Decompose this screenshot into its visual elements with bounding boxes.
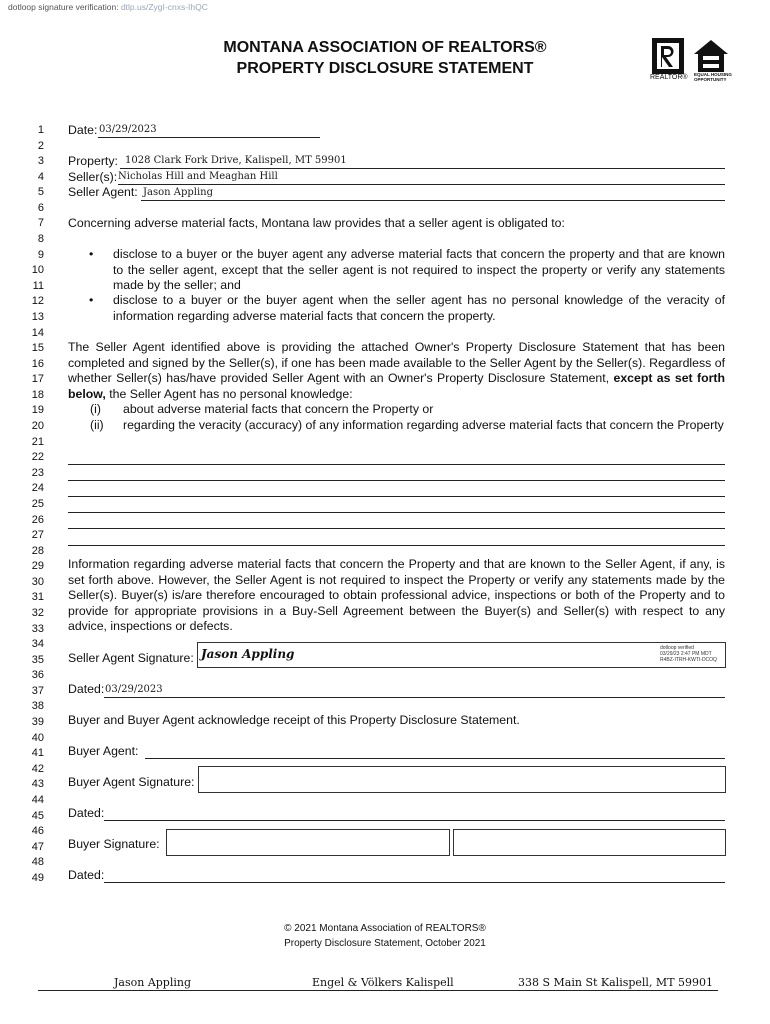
line-number: 12 xyxy=(31,295,44,308)
buyer-signature-box-1[interactable] xyxy=(166,829,450,856)
line-number: 33 xyxy=(31,622,44,635)
item-i-marker: (i) xyxy=(90,402,101,416)
dated-value-1[interactable]: 03/29/2023 xyxy=(105,684,163,695)
realtor-equal-housing-logos xyxy=(650,36,732,84)
dated-underline-1 xyxy=(104,697,725,698)
line-number: 36 xyxy=(31,669,44,682)
line-number: 27 xyxy=(31,529,44,542)
except-clause: except as set forth below, xyxy=(68,371,725,401)
footer-rule xyxy=(38,990,718,991)
dated-label-2: Dated: xyxy=(68,806,105,820)
sellers-value[interactable]: Nicholas Hill and Meaghan Hill xyxy=(118,171,278,182)
intro-text: Concerning adverse material facts, Montana law provides that a seller agent is obligated to: xyxy=(68,216,565,230)
footer-brokerage: Engel & Völkers Kalispell xyxy=(312,976,454,989)
equal-housing-text: EQUAL HOUSING OPPORTUNITY xyxy=(694,72,732,82)
verification-link[interactable]: dtlp.us/ZygI-cnxs-IhQC xyxy=(120,2,208,12)
bullet-1-marker: • xyxy=(89,247,94,261)
line-number: 15 xyxy=(31,342,44,355)
seller-agent-paragraph: The Seller Agent identified above is providing the attached Owner's Property Disclosure Statement that has been completed and signed by the Seller(s), if one has been made available to the Seller Agent by the Seller(s). Regardless of whether Seller(s) has/have provided Seller Agent with an Owner's Property Disclosure Statement, except as set forth below, the Seller Agent has no personal knowledge: xyxy=(68,340,725,401)
line-number: 41 xyxy=(31,747,44,760)
dated-label-3: Dated: xyxy=(68,868,105,882)
line-number: 28 xyxy=(31,544,44,557)
line-number: 18 xyxy=(31,388,44,401)
line-number: 3 xyxy=(37,155,44,168)
blank-line[interactable] xyxy=(68,496,725,497)
line-number: 6 xyxy=(37,201,44,214)
date-value[interactable]: 03/29/2023 xyxy=(99,124,157,135)
dotloop-stamp: dotloop verified 03/29/23 2:47 PM MDT R4BZ-ITRH-KWTI-DCOQ xyxy=(660,645,717,663)
line-number: 21 xyxy=(31,435,44,448)
line-number: 25 xyxy=(31,497,44,510)
blank-line[interactable] xyxy=(68,512,725,513)
bullet-1: disclose to a buyer or the buyer agent any adverse material facts that concern the property and that are known to the seller agent, except that the seller agent is not required to inspect the property or verify any statements made by the seller; and xyxy=(113,247,725,292)
property-value[interactable]: 1028 Clark Fork Drive, Kalispell, MT 59901 xyxy=(125,155,347,166)
line-number: 40 xyxy=(31,731,44,744)
line-number: 32 xyxy=(31,606,44,619)
line-number: 13 xyxy=(31,310,44,323)
line-number: 1 xyxy=(37,124,44,136)
line-number: 29 xyxy=(31,560,44,573)
line-number: 16 xyxy=(31,357,44,370)
line-number: 24 xyxy=(31,482,44,495)
sellers-underline xyxy=(118,184,725,185)
line-number: 35 xyxy=(31,653,44,666)
line-number: 7 xyxy=(37,217,44,230)
line-number: 30 xyxy=(31,575,44,588)
seller-agent-value[interactable]: Jason Appling xyxy=(143,187,214,198)
line-number: 14 xyxy=(31,326,44,339)
line-number: 23 xyxy=(31,466,44,479)
line-number: 49 xyxy=(31,871,44,884)
date-underline xyxy=(98,137,320,138)
sellers-label: Seller(s): xyxy=(68,170,118,184)
item-ii: regarding the veracity (accuracy) of any information regarding adverse material facts that concern the Property xyxy=(123,418,724,432)
blank-line[interactable] xyxy=(68,464,725,465)
buyer-agent-line[interactable] xyxy=(145,758,725,759)
seller-agent-signature: Jason Appling xyxy=(201,647,295,661)
seller-agent-underline xyxy=(141,200,725,201)
buyer-agent-signature-label: Buyer Agent Signature: xyxy=(68,775,195,789)
line-number: 48 xyxy=(31,856,44,869)
information-paragraph: Information regarding adverse material facts that concern the Property and that are known to the Seller Agent, if any, is set forth above. However, the Seller Agent is not required to inspect the Property or verify any statements made by the Seller(s). Buyer(s) is/are therefore encouraged to obtain professional advice, inspections or both of the Property and to provide for appropriate provisions in a Buy-Sell Agreement between the Buyer(s) and Seller(s) with respect to any advice, inspections or defects. xyxy=(68,557,725,633)
seller-agent-signature-box[interactable] xyxy=(197,642,726,668)
line-number: 43 xyxy=(31,778,44,791)
line-number: 8 xyxy=(37,233,44,246)
bullet-2: disclose to a buyer or the buyer agent when the seller agent has no personal knowledge of the veracity of information regarding adverse material facts that concern the property. xyxy=(113,293,725,323)
seller-agent-label: Seller Agent: xyxy=(68,185,138,199)
footer-agent: Jason Appling xyxy=(114,976,192,989)
line-number: 37 xyxy=(31,684,44,697)
dated-underline-3[interactable] xyxy=(104,882,725,883)
item-ii-marker: (ii) xyxy=(90,418,104,432)
blank-line[interactable] xyxy=(68,545,725,546)
blank-line[interactable] xyxy=(68,528,725,529)
line-number: 42 xyxy=(31,762,44,775)
dated-underline-2[interactable] xyxy=(104,820,725,821)
buyer-signature-box-2[interactable] xyxy=(453,829,726,856)
property-label: Property: xyxy=(68,154,118,168)
item-i: about adverse material facts that concern the Property or xyxy=(123,402,434,416)
line-number: 22 xyxy=(31,451,44,464)
line-number: 10 xyxy=(31,264,44,277)
line-number: 38 xyxy=(31,700,44,713)
line-number: 47 xyxy=(31,840,44,853)
blank-line[interactable] xyxy=(68,480,725,481)
line-number: 9 xyxy=(37,248,44,261)
line-number: 45 xyxy=(31,809,44,822)
footer-address: 338 S Main St Kalispell, MT 59901 xyxy=(518,976,714,989)
line-number: 2 xyxy=(37,139,44,152)
property-underline xyxy=(120,168,725,169)
document-title-line1: MONTANA ASSOCIATION OF REALTORS® xyxy=(223,39,547,56)
line-number: 46 xyxy=(31,825,44,838)
document-title-line2: PROPERTY DISCLOSURE STATEMENT xyxy=(236,60,534,77)
line-number: 19 xyxy=(31,404,44,417)
line-number: 39 xyxy=(31,716,44,729)
line-number: 11 xyxy=(32,279,44,292)
realtor-label: REALTOR® xyxy=(650,74,688,81)
line-number: 34 xyxy=(31,638,44,651)
line-number: 20 xyxy=(31,420,44,433)
dated-label-1: Dated: xyxy=(68,682,105,696)
buyer-agent-signature-box[interactable] xyxy=(198,766,726,793)
line-number: 5 xyxy=(37,186,44,199)
verification-label: dotloop signature verification: xyxy=(8,2,119,12)
acknowledgement: Buyer and Buyer Agent acknowledge receipt of this Property Disclosure Statement. xyxy=(68,713,520,727)
date-label: Date: xyxy=(68,123,98,137)
footer-form-name: Property Disclosure Statement, October 2021 xyxy=(284,938,486,949)
line-number: 4 xyxy=(37,170,44,183)
bullet-2-marker: • xyxy=(89,293,94,307)
footer-copyright: © 2021 Montana Association of REALTORS® xyxy=(284,923,486,934)
line-number: 31 xyxy=(31,591,44,604)
line-number: 17 xyxy=(31,373,44,386)
buyer-signature-label: Buyer Signature: xyxy=(68,837,160,851)
seller-agent-signature-label: Seller Agent Signature: xyxy=(68,651,194,665)
buyer-agent-label: Buyer Agent: xyxy=(68,744,139,758)
line-number: 44 xyxy=(31,793,44,806)
dotloop-verification xyxy=(8,2,208,12)
line-number: 26 xyxy=(31,513,44,526)
